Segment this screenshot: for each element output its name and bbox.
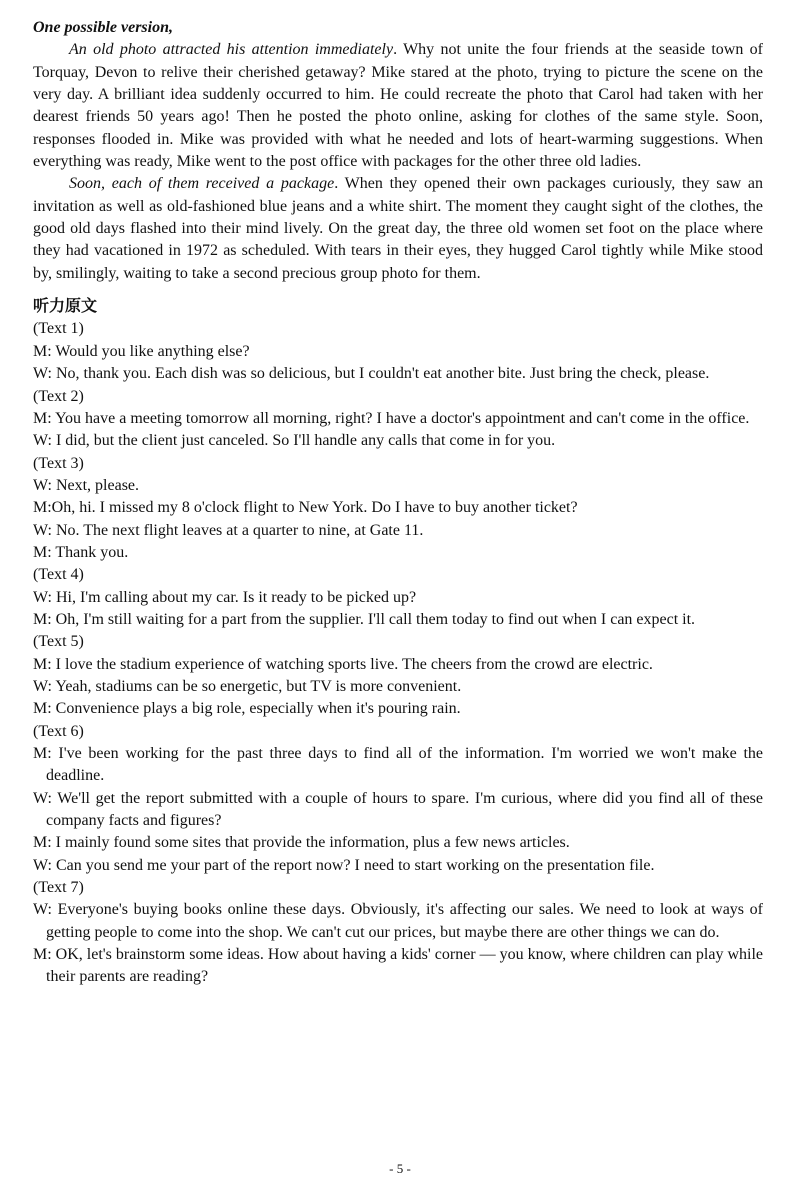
transcript-text-label: (Text 4) — [33, 566, 84, 584]
paragraph-1 — [33, 39, 763, 173]
transcript-text-label: (Text 3) — [33, 454, 84, 472]
dialogue-line: W: Yeah, stadiums can be so energetic, but TV is more convenient. — [33, 677, 462, 695]
transcript-text-label: (Text 5) — [33, 633, 84, 651]
document-page — [33, 17, 763, 989]
dialogue-line: W: I did, but the client just canceled. So I'll handle any calls that come in for you. — [33, 432, 556, 450]
dialogue-line: W: Everyone's buying books online these days. Obviously, it's affecting our sales. We need to look at ways of getting people to come into the shop. We can't cut our prices, but maybe there are other things we can do. — [33, 901, 763, 941]
dialogue-line: M: Thank you. — [33, 543, 129, 561]
dialogue-line: W: We'll get the report submitted with a couple of hours to spare. I'm curious, where did you find all of these company facts and figures? — [33, 789, 763, 830]
dialogue-line: W: Next, please. — [33, 476, 140, 494]
transcript-text-label: (Text 7) — [33, 879, 84, 897]
dialogue-line: W: Hi, I'm calling about my car. Is it ready to be picked up? — [33, 588, 417, 606]
dialogue-line: M: Oh, I'm still waiting for a part from the supplier. I'll call them today to find out when I can expect it. — [33, 610, 696, 628]
dialogue-line: M: I mainly found some sites that provide the information, plus a few news articles. — [33, 834, 570, 852]
transcript-title: 听力原文 — [33, 298, 98, 316]
heading: One possible version, — [33, 19, 173, 36]
page-number: - 5 - — [389, 1161, 411, 1176]
dialogue-line: M: Would you like anything else? — [33, 342, 250, 360]
paragraph-lead: Soon, each of them received a package — [69, 175, 335, 193]
dialogue-line: M: I've been working for the past three days to find all of the information. I'm worried we won't make the deadline. — [33, 745, 763, 785]
paragraph-text: . Why not unite the four friends at the seaside town of Torquay, Devon to relive their cherished getaway? Mike stared at the photo, trying to picture the scene on the very day. A brilliant idea suddenly occurred to him. He could recreate the photo that Carol had taken with her dearest friends 50 years ago! Then he posted the photo online, asking for clothes of the same style. Soon, responses flooded in. Mike was provided with what he needed and lots of heart-warming suggestions. When everything was ready, Mike went to the post office with packages for the other three old ladies. — [33, 41, 763, 171]
dialogue-line: M: Convenience plays a big role, especially when it's pouring rain. — [33, 700, 461, 718]
dialogue-line: M: OK, let's brainstorm some ideas. How about having a kids' corner — you know, where children can play while their parents are reading? — [33, 946, 763, 986]
dialogue-line: M: You have a meeting tomorrow all morning, right? I have a doctor's appointment and can't come in the office. — [33, 409, 750, 427]
transcript-text-label: (Text 2) — [33, 387, 84, 405]
transcript-text-label: (Text 1) — [33, 320, 84, 338]
dialogue-line: W: No. The next flight leaves at a quarter to nine, at Gate 11. — [33, 521, 424, 539]
transcript — [33, 318, 763, 988]
paragraph-text: . When they opened their own packages curiously, they saw an invitation as well as old-fashioned blue jeans and a white shirt. The moment they caught sight of the clothes, the good old days flashed into their mind lively. On the great day, the three old women set foot on the place where they had vacationed in 1972 as scheduled. With tears in their eyes, they hugged Carol tightly while Mike stood by, smilingly, waiting to take a second precious group photo for them. — [33, 175, 764, 282]
dialogue-line: W: No, thank you. Each dish was so delicious, but I couldn't eat another bite. Just bring the check, please. — [33, 365, 710, 383]
dialogue-line: W: Can you send me your part of the report now? I need to start working on the presentation file. — [33, 856, 655, 874]
dialogue-line: M:Oh, hi. I missed my 8 o'clock flight to New York. Do I have to buy another ticket? — [33, 499, 578, 517]
paragraph-lead: An old photo attracted his attention immediately — [69, 41, 394, 59]
dialogue-line: M: I love the stadium experience of watching sports live. The cheers from the crowd are electric. — [33, 655, 653, 673]
transcript-text-label: (Text 6) — [33, 722, 84, 740]
paragraph-2 — [33, 173, 763, 285]
